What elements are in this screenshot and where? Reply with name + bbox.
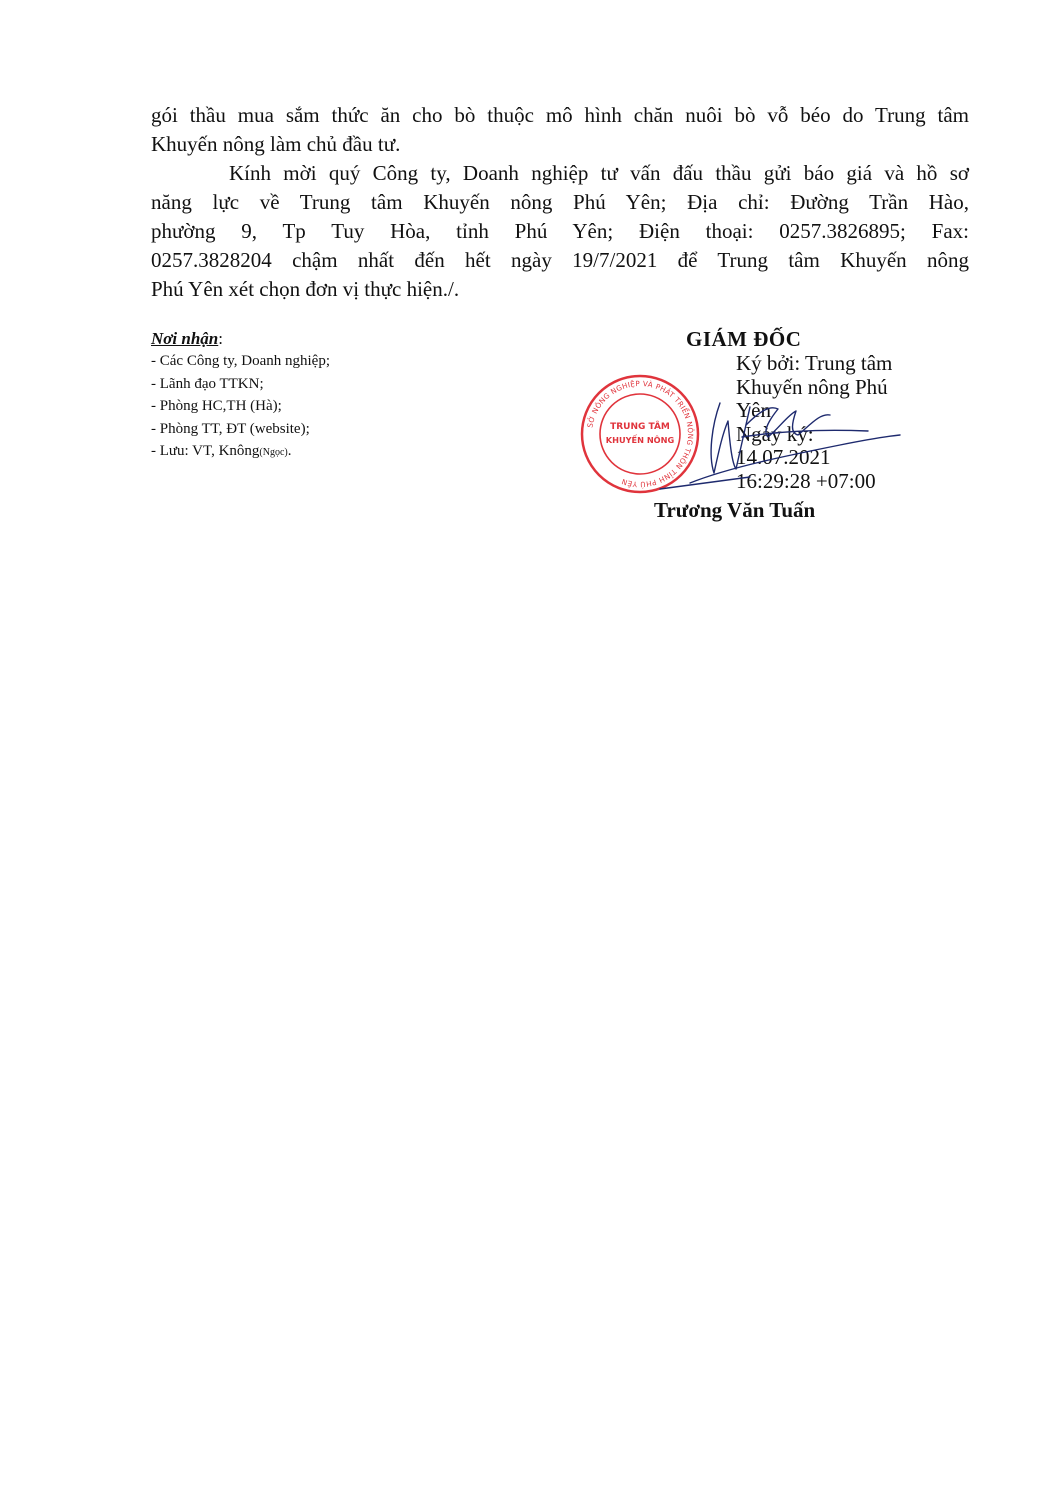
recipients-label-text: Nơi nhận: [151, 329, 219, 348]
signed-time: 16:29:28 +07:00: [736, 468, 876, 493]
signed-date-label: Ngày ký:: [736, 421, 814, 446]
paragraph-line: Kính mời quý Công ty, Doanh nghiệp tư vấn đấu thầu gửi báo giá và hồ sơ: [229, 161, 969, 185]
svg-text:KHUYẾN NÔNG: KHUYẾN NÔNG: [605, 435, 675, 445]
svg-text:SỞ NÔNG NGHIỆP VÀ PHÁT TRIỂN N: SỞ NÔNG NGHIỆP VÀ PHÁT TRIỂN NÔNG THÔN TỈNH PHÚ YÊN: [585, 378, 696, 490]
archive-period: .: [287, 443, 292, 459]
svg-text:TRUNG TÂM: TRUNG TÂM: [610, 422, 670, 432]
recipient-item: - Phòng HC,TH (Hà);: [151, 398, 282, 414]
director-title: GIÁM ĐỐC: [686, 327, 802, 351]
archive-initials: (Ngọc): [259, 447, 288, 458]
recipients-label: [151, 328, 481, 350]
recipient-item: - Các Công ty, Doanh nghiệp;: [151, 353, 330, 369]
recipient-item: - Lãnh đạo TTKN;: [151, 375, 264, 392]
paragraph-invitation: [151, 159, 969, 304]
paragraph-line: Phú Yên xét chọn đơn vị thực hiện./.: [151, 277, 460, 301]
paragraph-line: phường 9, Tp Tuy Hòa, tỉnh Phú Yên; Điện thoại: 0257.3826895; Fax:: [151, 219, 969, 243]
handwritten-signature-icon: [650, 385, 910, 495]
signer-name: Trương Văn Tuấn: [654, 498, 816, 522]
paragraph-line: gói thầu mua sắm thức ăn cho bò thuộc mô hình chăn nuôi bò vỗ béo do Trung tâm: [151, 103, 969, 127]
recipient-item: - Phòng TT, ĐT (website);: [151, 420, 310, 437]
archive-text: - Lưu: VT, Knông: [151, 443, 260, 459]
signed-by-line: Ký bởi: Trung tâm: [736, 351, 893, 375]
paragraph-line: năng lực về Trung tâm Khuyến nông Phú Yên; Địa chỉ: Đường Trần Hào,: [151, 190, 969, 214]
paragraph-line: 0257.3828204 chậm nhất đến hết ngày 19/7/2021 để Trung tâm Khuyến nông: [151, 248, 969, 272]
signed-by-line: Yên: [736, 398, 771, 422]
signed-date: 14.07.2021: [736, 445, 831, 469]
signed-by-line: Khuyến nông Phú: [736, 374, 888, 399]
recipients-label-colon: :: [218, 329, 223, 348]
paragraph-tender-subject: [151, 101, 969, 159]
paragraph-line: Khuyến nông làm chủ đầu tư.: [151, 132, 401, 156]
recipient-item-archive: [151, 440, 481, 465]
recipients-list: [151, 328, 481, 465]
